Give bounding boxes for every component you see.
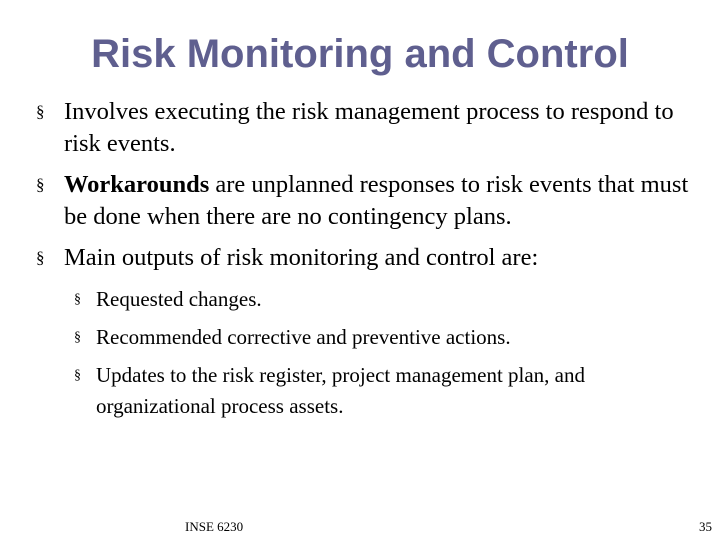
sub-bullet-text: Requested changes. (96, 287, 262, 311)
bullet-bold-term: Workarounds (64, 171, 210, 198)
bullet-item (36, 169, 706, 233)
bullet-text: Main outputs of risk monitoring and control are: (64, 244, 539, 271)
bullet-marker-icon: § (36, 175, 45, 194)
sub-bullet-item (74, 322, 694, 353)
sub-bullet-item (74, 284, 694, 315)
sub-bullet-text: Updates to the risk register, project management plan, and organizational process assets. (96, 363, 585, 418)
bullet-marker-icon: § (36, 248, 45, 267)
footer-page-number: 35 (699, 519, 712, 534)
sub-bullet-list (74, 284, 694, 429)
bullet-marker-icon: § (36, 102, 45, 121)
bullet-list (36, 96, 706, 283)
sub-bullet-marker-icon: § (74, 292, 81, 307)
footer-course: INSE 6230 (185, 519, 244, 534)
slide-title: Risk Monitoring and Control (91, 32, 629, 76)
sub-bullet-marker-icon: § (74, 330, 81, 345)
bullet-item (36, 96, 706, 160)
bullet-text: are unplanned responses to risk events that must be done when there are no contingency plans. (64, 171, 689, 230)
sub-bullet-item (74, 360, 694, 422)
bullet-text: Involves executing the risk management process to respond to risk events. (64, 98, 674, 157)
sub-bullet-marker-icon: § (74, 368, 81, 383)
bullet-item (36, 242, 706, 274)
sub-bullet-text: Recommended corrective and preventive actions. (96, 325, 511, 349)
